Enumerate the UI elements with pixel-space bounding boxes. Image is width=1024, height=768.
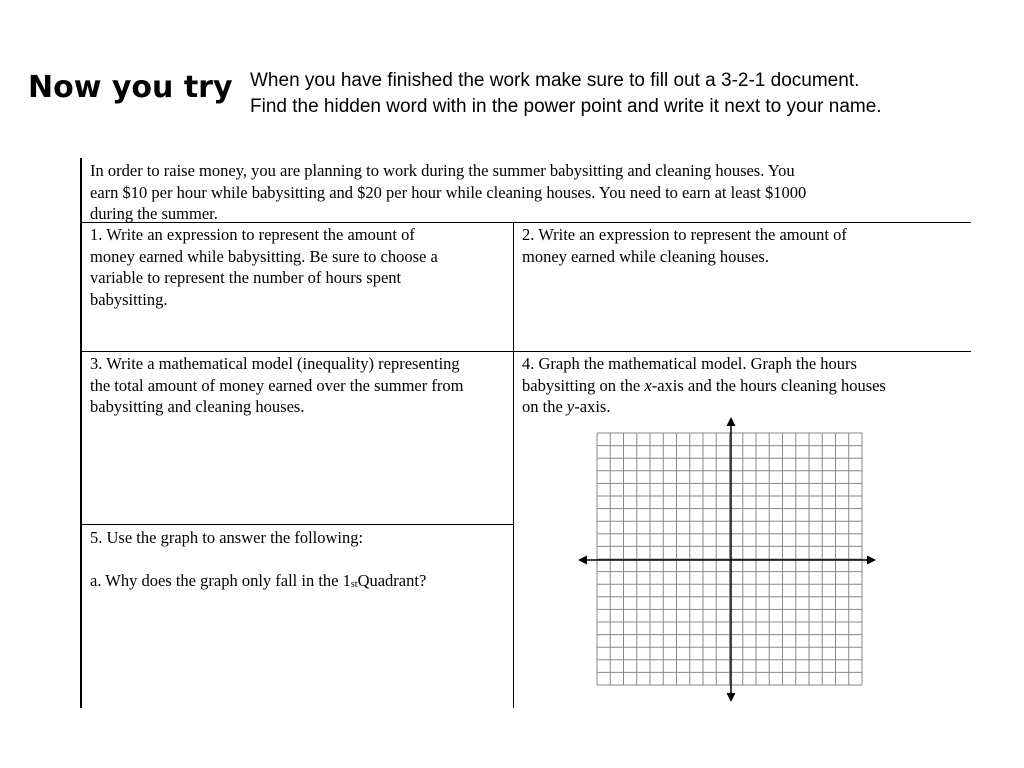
problem-intro: In order to raise money, you are planning to work during the summer babysitting and cleaning houses. You earn $10 per hour while babysitting and $20 per hour while cleaning houses. You need to earn at least $1000 during the summer. <box>90 161 807 223</box>
y-axis-top-arrow <box>727 417 736 426</box>
ordinal-suffix: st <box>350 578 358 590</box>
slide-title: Now you try <box>28 70 233 105</box>
question-5-line-1: 5. Use the graph to answer the following: <box>90 528 364 547</box>
question-4-line-2 <box>522 375 967 397</box>
slide-instructions <box>250 68 1020 120</box>
table-divider-row2 <box>80 524 514 525</box>
q5a-text: a. Why does the graph only fall in the 1 <box>90 570 351 590</box>
question-4-line-1: 4. Graph the mathematical model. Graph the hours <box>522 354 857 373</box>
q4-text: -axis. <box>574 397 611 416</box>
table-left-border <box>80 158 82 708</box>
instruction-line-1: When you have finished the work make sure to fill out a 3-2-1 document. <box>250 70 860 91</box>
coordinate-grid <box>578 417 878 703</box>
q4-text: -axis and the hours cleaning houses <box>651 375 886 395</box>
question-4 <box>522 353 967 418</box>
question-3: 3. Write a mathematical model (inequality) representing the total amount of money earned over the summer from babysitting and cleaning houses. <box>90 354 464 416</box>
table-divider-row1 <box>80 351 971 352</box>
question-4-line-3 <box>522 396 967 418</box>
q5a-text: Quadrant? <box>357 570 427 590</box>
x-variable: x <box>644 375 652 395</box>
table-center-divider <box>513 222 514 708</box>
question-1: 1. Write an expression to represent the amount of money earned while babysitting. Be sure to choose a variable to represent the number of hours spent babysitting. <box>90 225 438 309</box>
instruction-line-2: Find the hidden word with in the power point and write it next to your name. <box>250 96 882 117</box>
question-5a <box>90 570 510 595</box>
question-5 <box>90 527 510 594</box>
question-2: 2. Write an expression to represent the amount of money earned while cleaning houses. <box>522 225 847 266</box>
y-axis-bottom-arrow <box>727 693 736 702</box>
q4-text: babysitting on the <box>522 375 645 395</box>
x-axis-left-arrow <box>578 556 587 565</box>
grid-lines <box>597 433 862 685</box>
x-axis-right-arrow <box>867 556 876 565</box>
y-variable: y <box>566 397 575 416</box>
q4-text: on the <box>522 397 567 416</box>
